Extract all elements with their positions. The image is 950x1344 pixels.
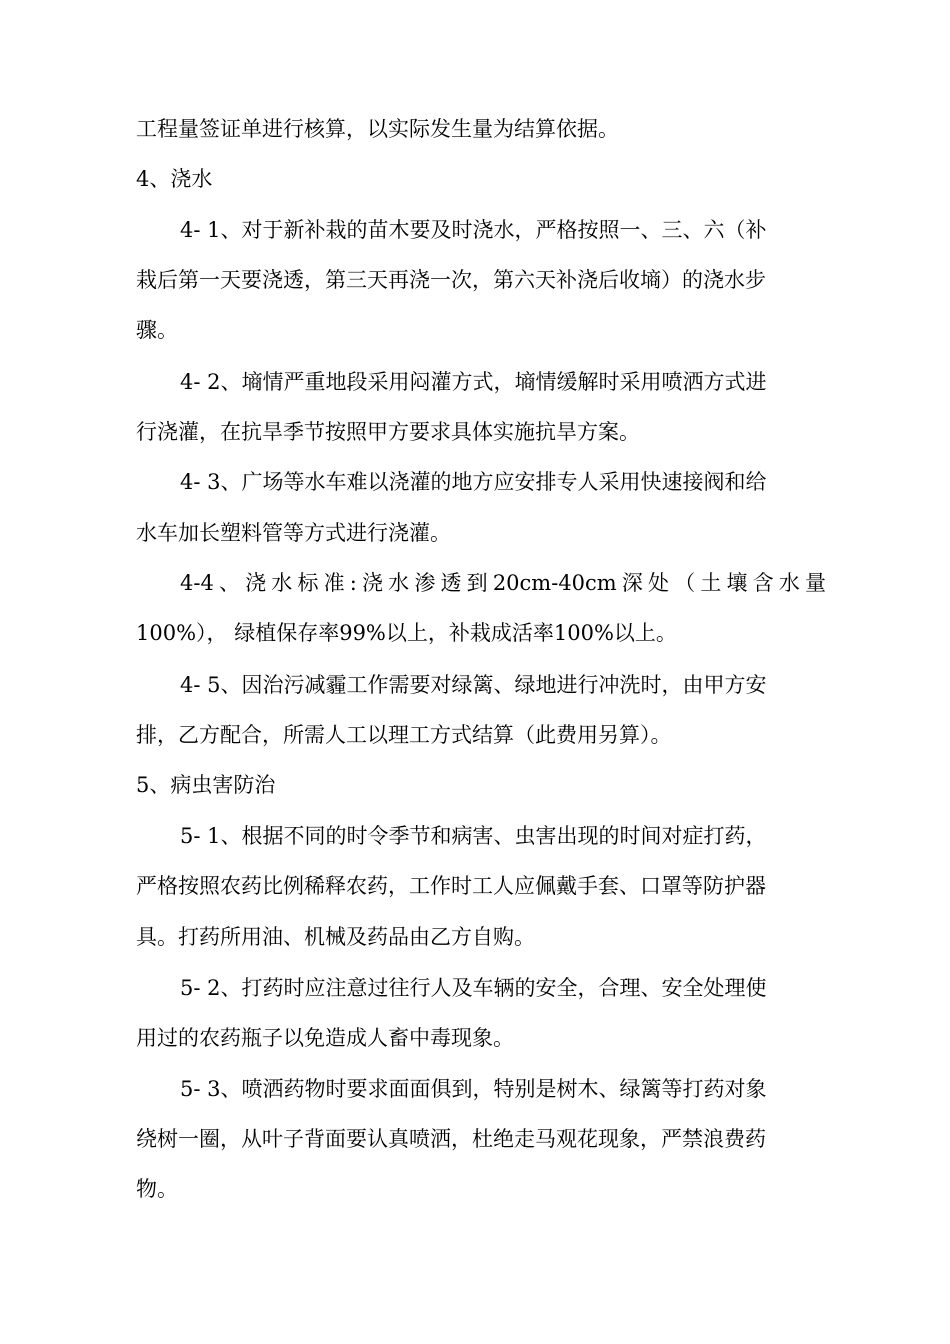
text-line: 4- 2、墒情严重地段采用闷灌方式，墒情缓解时采用喷洒方式进 xyxy=(180,370,767,394)
text-line: 5- 2、打药时应注意过往行人及车辆的安全，合理、安全处理使 xyxy=(180,976,767,1000)
text-line: 排，乙方配合，所需人工以理工方式结算（此费用另算）。 xyxy=(136,723,672,747)
text-line: 工程量签证单进行核算，以实际发生量为结算依据。 xyxy=(136,117,619,141)
section-heading: 4、浇水 xyxy=(136,167,213,191)
text-line: 用过的农药瓶子以免造成人畜中毒现象。 xyxy=(136,1026,514,1050)
text-line: 栽后第一天要浇透，第三天再浇一次，第六天补浇后收墒）的浇水步 xyxy=(136,268,766,292)
text-line: 4-4、浇水标准:浇水渗透到20cm-40cm深处（土壤含水量 xyxy=(180,571,826,595)
text-line: 100%）， 绿植保存率99%以上，补栽成活率100%以上。 xyxy=(136,621,677,645)
text-line: 绕树一圈，从叶子背面要认真喷洒，杜绝走马观花现象，严禁浪费药 xyxy=(136,1127,766,1151)
text-line: 5- 1、根据不同的时令季节和病害、虫害出现的时间对症打药， xyxy=(180,824,767,848)
text-line: 物。 xyxy=(136,1177,178,1201)
text-line: 骤。 xyxy=(136,318,178,342)
text-line: 4- 5、因治污减霾工作需要对绿篱、绿地进行冲洗时，由甲方安 xyxy=(180,673,767,697)
text-line: 4- 3、广场等水车难以浇灌的地方应安排专人采用快速接阀和给 xyxy=(180,470,767,494)
text-line: 具。打药所用油、机械及药品由乙方自购。 xyxy=(136,925,535,949)
text-line: 5- 3、喷洒药物时要求面面俱到，特别是树木、绿篱等打药对象 xyxy=(180,1077,767,1101)
section-heading: 5、病虫害防治 xyxy=(136,773,276,797)
text-line: 严格按照农药比例稀释农药，工作时工人应佩戴手套、口罩等防护器 xyxy=(136,874,766,898)
text-line: 水车加长塑料管等方式进行浇灌。 xyxy=(136,521,451,545)
text-line: 行浇灌，在抗旱季节按照甲方要求具体实施抗旱方案。 xyxy=(136,420,640,444)
text-line: 4- 1、对于新补栽的苗木要及时浇水，严格按照一、三、六（补 xyxy=(180,218,767,242)
